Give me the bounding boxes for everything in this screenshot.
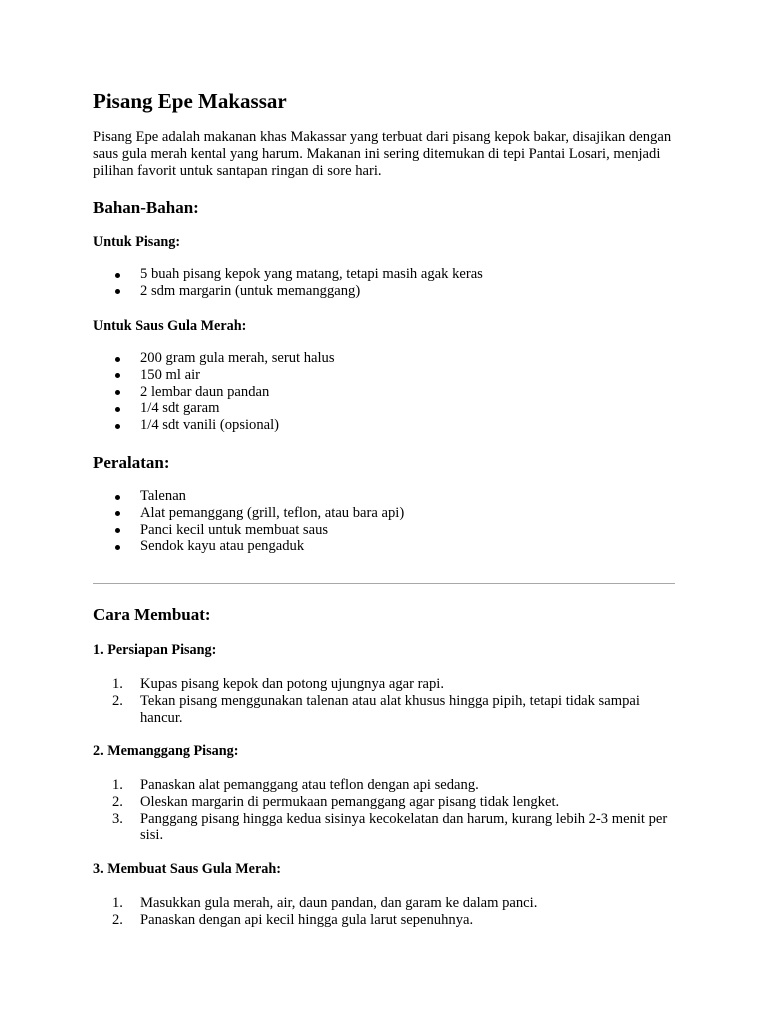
intro-paragraph: Pisang Epe adalah makanan khas Makassar yang terbuat dari pisang kepok bakar, disajikan dengan saus gula merah kental yang harum. Makanan ini sering ditemukan di tepi Pantai Losari, menjadi pilihan favorit untuk santapan ringan di sore hari.: [93, 129, 672, 179]
bullet-icon: [115, 390, 120, 395]
bullet-icon: [115, 407, 120, 412]
list-item-text: 2 lembar daun pandan: [140, 383, 270, 400]
heading-step-3: 3. Membuat Saus Gula Merah:: [93, 861, 281, 877]
list-item-text: 200 gram gula merah, serut halus: [140, 350, 335, 366]
list-step-2: [93, 777, 683, 844]
heading-bahan: Bahan-Bahan:: [93, 198, 199, 217]
list-item: [93, 400, 683, 417]
list-item: [93, 895, 683, 912]
list-item-text: Talenan: [140, 488, 186, 504]
list-item-text: Masukkan gula merah, air, daun pandan, dan garam ke dalam panci.: [140, 895, 538, 911]
list-item: [93, 693, 683, 727]
list-item: [93, 538, 683, 555]
list-peralatan: [93, 488, 683, 555]
heading-peralatan: Peralatan:: [93, 453, 170, 472]
list-number: 2.: [112, 692, 123, 709]
list-item-text: 5 buah pisang kepok yang matang, tetapi masih agak keras: [140, 266, 483, 282]
page-title: Pisang Epe Makassar: [93, 89, 287, 113]
bullet-icon: [115, 289, 120, 294]
bullet-icon: [115, 357, 120, 362]
list-number: 3.: [112, 810, 123, 827]
list-item: [93, 283, 683, 300]
bullet-icon: [115, 424, 120, 429]
list-item-text: Panaskan dengan api kecil hingga gula larut sepenuhnya.: [140, 911, 474, 928]
list-item-text: 2 sdm margarin (untuk memanggang): [140, 282, 361, 299]
list-number: 2.: [112, 793, 123, 810]
list-item: [93, 777, 683, 794]
list-item: [93, 367, 683, 384]
horizontal-divider: [93, 583, 675, 584]
list-item: [93, 794, 683, 811]
list-item-text: Panaskan alat pemanggang atau teflon dengan api sedang.: [140, 777, 479, 793]
list-number: 1.: [112, 676, 123, 692]
list-item: [93, 505, 683, 522]
list-item: [93, 811, 683, 845]
heading-step-1: 1. Persiapan Pisang:: [93, 642, 217, 658]
list-item: [93, 384, 683, 401]
list-bahan-pisang: [93, 266, 683, 300]
list-number: 2.: [112, 911, 123, 928]
list-item-text: Oleskan margarin di permukaan pemanggang agar pisang tidak lengket.: [140, 793, 560, 810]
list-item-text: 150 ml air: [140, 366, 200, 383]
list-item-text: 1/4 sdt vanili (opsional): [140, 417, 280, 434]
list-step-1: [93, 676, 683, 726]
list-bahan-saus: [93, 350, 683, 434]
bullet-icon: [115, 511, 120, 516]
list-item-text: 1/4 sdt garam: [140, 400, 220, 417]
list-step-3: [93, 895, 683, 929]
list-item-text: Alat pemanggang (grill, teflon, atau bara api): [140, 504, 405, 521]
heading-untuk-saus: Untuk Saus Gula Merah:: [93, 318, 247, 334]
heading-step-2: 2. Memanggang Pisang:: [93, 743, 239, 759]
bullet-icon: [115, 545, 120, 550]
list-item: [93, 417, 683, 434]
list-number: 1.: [112, 895, 123, 911]
list-item-text: Sendok kayu atau pengaduk: [140, 538, 305, 555]
heading-untuk-pisang: Untuk Pisang:: [93, 234, 181, 250]
bullet-icon: [115, 495, 120, 500]
list-item-text: Kupas pisang kepok dan potong ujungnya agar rapi.: [140, 676, 444, 692]
list-item: [93, 488, 683, 505]
list-item-text: Tekan pisang menggunakan talenan atau alat khusus hingga pipih, tetapi tidak sampai hancur.: [140, 692, 640, 726]
list-item: [93, 912, 683, 929]
heading-cara-membuat: Cara Membuat:: [93, 605, 211, 624]
bullet-icon: [115, 373, 120, 378]
bullet-icon: [115, 528, 120, 533]
list-item-text: Panci kecil untuk membuat saus: [140, 521, 329, 538]
list-item: [93, 266, 683, 283]
list-number: 1.: [112, 777, 123, 793]
bullet-icon: [115, 273, 120, 278]
list-item: [93, 350, 683, 367]
list-item-text: Panggang pisang hingga kedua sisinya kecokelatan dan harum, kurang lebih 2-3 menit per sisi.: [140, 810, 668, 844]
list-item: [93, 522, 683, 539]
list-item: [93, 676, 683, 693]
